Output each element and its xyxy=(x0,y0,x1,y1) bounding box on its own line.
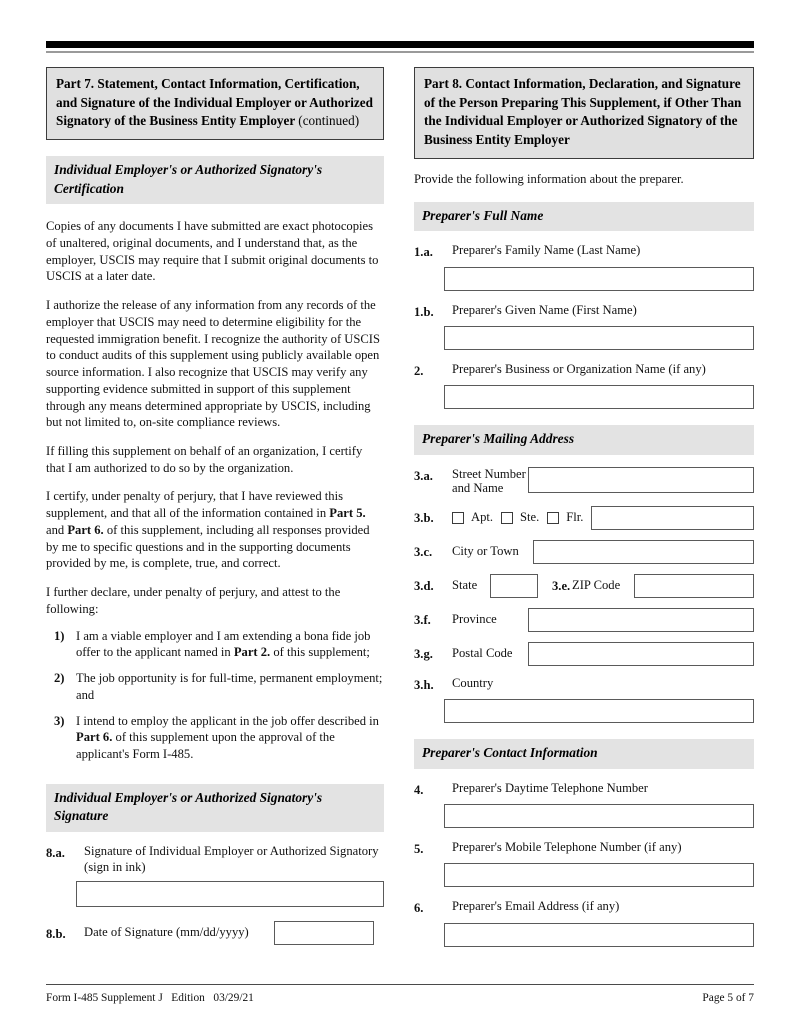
field-row-6 xyxy=(414,899,754,916)
list-item xyxy=(46,713,384,763)
date-of-signature-input-8b[interactable] xyxy=(274,921,374,945)
declaration-number: 1) xyxy=(54,628,65,643)
preparer-given-name-input[interactable] xyxy=(444,326,754,350)
field-label-3c: City or Town xyxy=(452,543,519,558)
field-label-6: Preparer's Email Address (if any) xyxy=(452,899,620,914)
field-label-3f: Province xyxy=(452,611,497,626)
form-edition-label: Form I-485 Supplement J Edition 03/29/21 xyxy=(46,992,254,1004)
para4-segment-c: and xyxy=(46,522,68,537)
field-label-3d: State xyxy=(452,577,478,592)
part-7-continued-label: (continued) xyxy=(298,113,360,129)
preparer-family-name-input[interactable] xyxy=(444,267,754,291)
para4-segment-d: of this supplement, including all responses provided by me to specific questions and in the supporting documents provided by me, is complete, true, and correct. xyxy=(46,522,370,571)
field-number-3g: 3.g. xyxy=(414,647,433,661)
apt-ste-flr-number-input[interactable] xyxy=(591,506,754,530)
field-label-3h: Country xyxy=(452,675,494,690)
right-column xyxy=(414,67,754,947)
field-label-1b: Preparer's Given Name (First Name) xyxy=(452,302,637,317)
left-column xyxy=(46,67,384,945)
declaration-text xyxy=(76,628,384,661)
field-row-1b xyxy=(414,303,754,320)
field-label-1a: Preparer's Family Name (Last Name) xyxy=(452,243,641,258)
daytime-telephone-input[interactable] xyxy=(444,804,754,828)
ste-label: Ste. xyxy=(520,509,540,524)
field-row-8b xyxy=(46,921,384,945)
field-number-4: 4. xyxy=(414,782,424,797)
street-number-and-name-input[interactable] xyxy=(528,467,754,493)
field-number-1b: 1.b. xyxy=(414,304,434,319)
declaration-text xyxy=(76,670,384,703)
zip-code-input[interactable] xyxy=(634,574,754,598)
signature-section-header: Individual Employer's or Authorized Signatory's Signature xyxy=(46,784,384,832)
field-number-6: 6. xyxy=(414,901,424,916)
field-label-3a-line2: and Name xyxy=(452,481,504,496)
field-number-3a: 3.a. xyxy=(414,468,433,483)
field-label-2: Preparer's Business or Organization Name (if any) xyxy=(452,361,706,376)
field-number-3c: 3.c. xyxy=(414,545,433,559)
declaration-list xyxy=(46,628,384,763)
field-row-2 xyxy=(414,362,754,379)
field-row-3d-3e xyxy=(414,574,754,598)
field-row-8a xyxy=(46,844,384,875)
field-label-5: Preparer's Mobile Telephone Number (if any) xyxy=(452,839,682,854)
field-label-3g: Postal Code xyxy=(452,645,513,660)
field-label-4: Preparer's Daytime Telephone Number xyxy=(452,780,648,795)
top-rule-thick xyxy=(46,41,754,48)
field-label-8b: Date of Signature (mm/dd/yyyy) xyxy=(84,925,249,940)
top-rule-thin xyxy=(46,51,754,53)
declaration-text xyxy=(76,713,384,763)
field-number-8a: 8.a. xyxy=(46,845,65,860)
part-7-heading xyxy=(46,67,384,140)
field-row-3g xyxy=(414,642,754,666)
declaration-number: 3) xyxy=(54,713,65,728)
declaration-number: 2) xyxy=(54,671,65,686)
declaration-part-ref: Part 2. xyxy=(233,645,271,660)
field-label-8a: Signature of Individual Employer or Authorized Signatory (sign in ink) xyxy=(84,843,379,874)
field-row-3a xyxy=(414,467,754,496)
part-8-intro: Provide the following information about the preparer. xyxy=(414,171,684,186)
footer-divider xyxy=(46,984,754,985)
field-row-3b xyxy=(414,506,754,530)
preparer-contact-information-header: Preparer's Contact Information xyxy=(414,739,754,769)
field-number-2: 2. xyxy=(414,363,424,378)
certification-paragraph-5: I further declare, under penalty of perjury, and attest to the following: xyxy=(46,585,341,616)
city-or-town-input[interactable] xyxy=(533,540,754,564)
field-number-3d: 3.d. xyxy=(414,579,434,593)
declaration-text-b: of this supplement upon the approval of the applicant's Form I-485. xyxy=(76,730,335,762)
field-row-4 xyxy=(414,781,754,798)
declaration-text-b: of this supplement; xyxy=(270,645,370,660)
field-label-3e: ZIP Code xyxy=(572,577,621,592)
part-8-heading-text: Part 8. Contact Information, Declaration, and Signature of the Person Preparing This Supplement, if Other Than the Individual Employer or Authorized Signatory of the Business Entity Employer xyxy=(424,76,742,148)
certification-paragraph-2: I authorize the release of any information from any records of the employer that USCIS may need to determine eligibility for the requested immigration benefit. I recognize the authority of USCIS to conduct audits of this supplement using publicly available open source information. I also recognize that USCIS may verify any supporting evidence submitted in support of this supplement through any means determined appropriate by USCIS, including but not limited to, on-site compliance reviews. xyxy=(46,298,380,430)
email-address-input[interactable] xyxy=(444,923,754,947)
certification-section-header: Individual Employer's or Authorized Signatory's Certification xyxy=(46,156,384,204)
field-row-3f xyxy=(414,608,754,632)
field-number-3b: 3.b. xyxy=(414,511,434,525)
certification-paragraph-4 xyxy=(46,488,384,572)
field-label-3a xyxy=(452,467,528,496)
preparer-full-name-header: Preparer's Full Name xyxy=(414,202,754,232)
para4-part6-ref: Part 6. xyxy=(67,522,104,537)
certification-paragraph-3: If filling this supplement on behalf of an organization, I certify that I am authorized to do so by the organization. xyxy=(46,444,363,475)
state-input[interactable] xyxy=(490,574,538,598)
field-number-3h: 3.h. xyxy=(414,677,434,692)
page-number-label: Page 5 of 7 xyxy=(702,992,754,1004)
apt-label: Apt. xyxy=(471,509,494,524)
country-input[interactable] xyxy=(444,699,754,723)
mobile-telephone-input[interactable] xyxy=(444,863,754,887)
signature-input-8a[interactable] xyxy=(76,881,384,907)
flr-label: Flr. xyxy=(566,509,584,524)
preparer-mailing-address-header: Preparer's Mailing Address xyxy=(414,425,754,455)
list-item xyxy=(46,670,384,703)
field-number-3e: 3.e. xyxy=(552,578,571,593)
preparer-business-name-input[interactable] xyxy=(444,385,754,409)
declaration-text-a: I am a viable employer and I am extending a bona fide job offer to the applicant named in xyxy=(76,628,371,660)
certification-paragraph-1: Copies of any documents I have submitted are exact photocopies of unaltered, original documents, and I understand that, as the employer, USCIS may require that I submit original documents to USCIS at a later date. xyxy=(46,219,379,284)
field-row-3c xyxy=(414,540,754,564)
ste-checkbox[interactable] xyxy=(501,512,513,524)
apt-checkbox[interactable] xyxy=(452,512,464,524)
field-number-3f: 3.f. xyxy=(414,613,431,627)
para4-part5-ref: Part 5. xyxy=(329,506,366,521)
field-number-5: 5. xyxy=(414,841,424,856)
declaration-text-a: I intend to employ the applicant in the job offer described in xyxy=(76,713,379,728)
field-row-1a xyxy=(414,243,754,260)
declaration-part-ref: Part 6. xyxy=(76,730,113,745)
list-item xyxy=(46,628,384,661)
field-label-3a-line1: Street Number xyxy=(452,466,526,481)
part-8-heading xyxy=(414,67,754,159)
postal-code-input[interactable] xyxy=(528,642,754,666)
part-7-heading-text: Part 7. Statement, Contact Information, Certification, and Signature of the Individual Employer or Authorized Signatory of the Business Entity Employer xyxy=(56,76,373,129)
para4-segment-a: I certify, under penalty of perjury, that I have reviewed this supplement, and that all of the information contained in xyxy=(46,489,343,521)
province-input[interactable] xyxy=(528,608,754,632)
field-row-5 xyxy=(414,840,754,857)
declaration-text-a: The job opportunity is for full-time, permanent employment; and xyxy=(76,671,383,702)
field-number-1a: 1.a. xyxy=(414,245,433,260)
flr-checkbox[interactable] xyxy=(547,512,559,524)
field-number-8b: 8.b. xyxy=(46,926,66,941)
field-row-3h xyxy=(414,676,754,693)
